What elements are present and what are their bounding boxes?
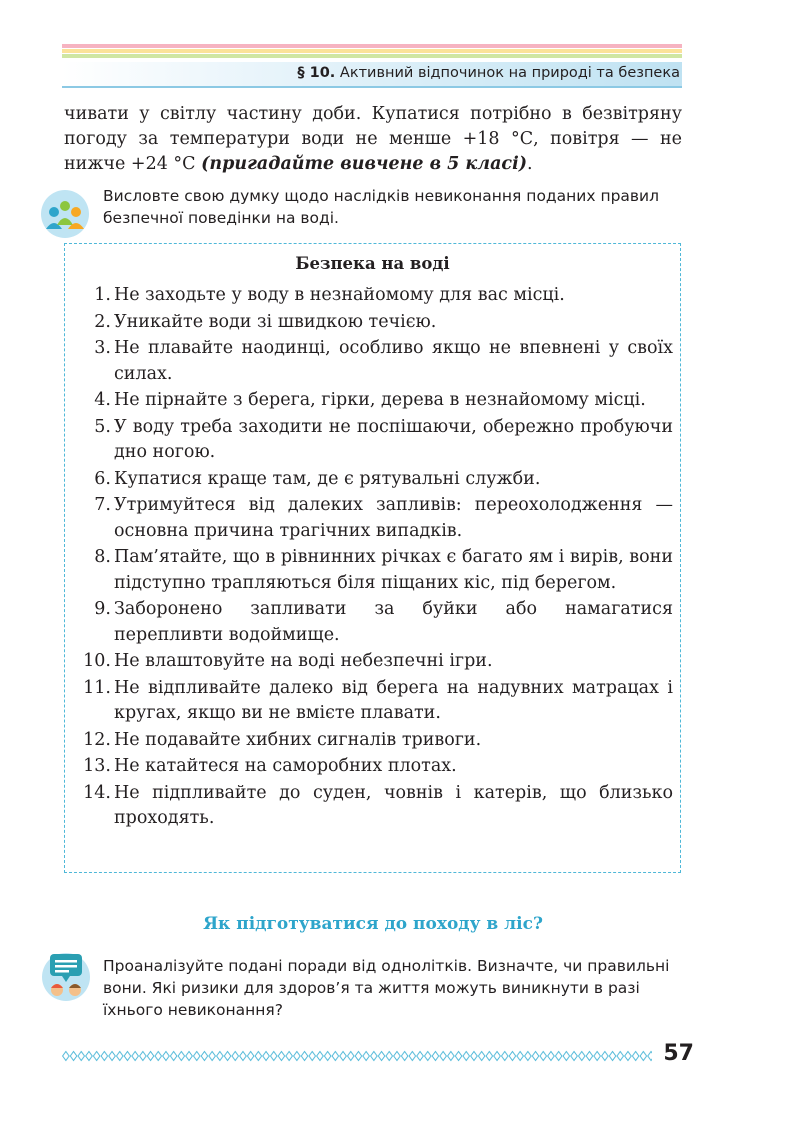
group-discussion-icon bbox=[40, 189, 90, 239]
item-text: Не пірнайте з берега, гірки, дерева в незнайомому місці. bbox=[114, 390, 646, 410]
running-header bbox=[297, 65, 680, 81]
item-text: Не катайтеся на саморобних плотах. bbox=[114, 756, 457, 776]
list-item bbox=[73, 728, 673, 754]
item-number: 3. bbox=[94, 338, 111, 358]
item-number: 5. bbox=[94, 416, 111, 437]
task-text: Висловте свою думку щодо наслідків невиконання поданих правил безпечної поведінки на воді. bbox=[103, 187, 660, 227]
item-number: 8. bbox=[94, 547, 111, 567]
list-item bbox=[73, 283, 673, 309]
item-number: 1. bbox=[94, 285, 111, 305]
list-item bbox=[73, 415, 673, 466]
item-text: Купатися краще там, де є рятувальні служби. bbox=[114, 468, 541, 489]
list-item bbox=[73, 781, 673, 832]
item-text: Не заходьте у воду в незнайомому для вас місці. bbox=[114, 285, 565, 305]
list-item bbox=[73, 597, 673, 648]
page-number: 57 bbox=[663, 1041, 694, 1066]
intro-italic: (пригадайте вивчене в 5 класі) bbox=[201, 154, 528, 174]
section-heading: Як підготуватися до походу в ліс? bbox=[203, 914, 543, 934]
item-text: Заборонено запливати за буйки або намагатися перепливти водоймище. bbox=[114, 599, 673, 645]
chat-discussion-icon bbox=[40, 950, 92, 1002]
rules-list bbox=[73, 283, 673, 833]
header-stripes bbox=[62, 44, 682, 62]
item-text: Не плавайте наодинці, особливо якщо не впевнені у своїх силах. bbox=[114, 338, 673, 384]
item-text: Не влаштовуйте на воді небезпечні ігри. bbox=[114, 651, 493, 671]
section-number: § 10. bbox=[297, 65, 336, 81]
list-item bbox=[73, 493, 673, 544]
rules-title: Безпека на воді bbox=[295, 254, 450, 273]
item-number: 4. bbox=[94, 390, 111, 410]
item-text: Уникайте води зі швидкою течією. bbox=[114, 311, 437, 332]
list-item bbox=[73, 467, 673, 493]
list-item bbox=[73, 388, 673, 414]
footer-ornament bbox=[62, 1049, 652, 1063]
section-title: Активний відпочинок на природі та безпека bbox=[339, 65, 680, 81]
list-item bbox=[73, 649, 673, 675]
header-rule bbox=[62, 86, 682, 88]
item-number: 9. bbox=[94, 599, 111, 619]
item-text: Не відпливайте далеко від берега на надувних матрацах і кругах, якщо ви не вмієте плавати. bbox=[114, 677, 673, 723]
list-item bbox=[73, 754, 673, 780]
list-item bbox=[73, 310, 673, 336]
item-number: 10. bbox=[83, 651, 111, 671]
chat-task-text: Проаналізуйте подані поради від однолітків. Визначте, чи правильні вони. Які ризики для здоров’я та життя можуть виникнути в разі їхнього невиконання? bbox=[103, 957, 670, 1019]
item-number: 13. bbox=[83, 756, 111, 776]
water-safety-box bbox=[64, 243, 681, 873]
item-number: 6. bbox=[94, 468, 111, 489]
list-item bbox=[73, 545, 673, 596]
item-number: 7. bbox=[94, 495, 111, 515]
intro-text: чивати у світлу частину доби. Купатися потрібно в безвітряну погоду за температури води не менше +18 °С, повітря — не нижче +24 °С bbox=[64, 104, 682, 174]
item-number: 2. bbox=[94, 311, 111, 332]
intro-end: . bbox=[527, 154, 533, 174]
list-item bbox=[73, 676, 673, 727]
item-text: У воду треба заходити не поспішаючи, обережно пробуючи дно ногою. bbox=[114, 416, 673, 462]
item-text: Не підпливайте до суден, човнів і катерів, що близько проходять. bbox=[114, 782, 673, 828]
item-text: Не подавайте хибних сигналів тривоги. bbox=[114, 729, 482, 750]
item-text: Утримуйтеся від далеких запливів: переохолодження — основна причина трагічних випадків. bbox=[114, 495, 673, 541]
item-number: 11. bbox=[83, 677, 111, 698]
list-item bbox=[73, 336, 673, 387]
item-number: 12. bbox=[83, 729, 111, 750]
item-text: Пам’ятайте, що в рівнинних річках є багато ям і вирів, вони підступно трапляються біля піщаних кіс, під берегом. bbox=[114, 547, 673, 593]
item-number: 14. bbox=[83, 782, 111, 803]
intro-paragraph bbox=[64, 102, 682, 177]
